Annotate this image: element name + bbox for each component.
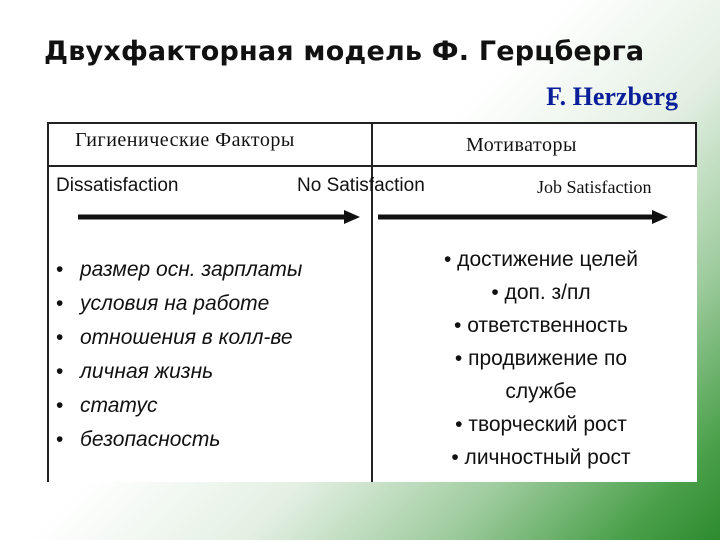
scale-dissatisfaction-label: Dissatisfaction	[56, 175, 179, 196]
list-item: • продвижение по	[454, 347, 628, 370]
list-item	[56, 253, 302, 287]
list-item: службе	[505, 380, 577, 403]
list-item	[56, 321, 302, 355]
bullet-icon: •	[56, 326, 64, 349]
bullet-icon: •	[56, 258, 64, 281]
bullet-icon: •	[56, 394, 64, 417]
list-item: • личностный рост	[451, 446, 631, 469]
left-border	[47, 122, 49, 482]
list-item: • ответственность	[454, 314, 628, 337]
list-item: • достижение целей	[444, 248, 638, 271]
list-item	[56, 389, 302, 423]
right-border	[695, 122, 697, 167]
hygiene-factor-text: условия на работе	[80, 292, 270, 315]
slide-subtitle: F. Herzberg	[546, 82, 678, 111]
list-item: • доп. з/пл	[491, 281, 591, 304]
list-item	[56, 355, 302, 389]
hygiene-factors-list	[56, 253, 302, 457]
scale-job-satisfaction-label: Job Satisfaction	[537, 177, 652, 197]
hygiene-factor-text: размер осн. зарплаты	[80, 258, 303, 281]
list-item: • творческий рост	[455, 413, 627, 436]
hygiene-factor-text: статус	[80, 394, 158, 417]
hygiene-factor-text: отношения в колл-ве	[80, 326, 293, 349]
hygiene-factor-text: безопасность	[80, 428, 221, 451]
slide-title: Двухфакторная модель Ф. Герцберга	[44, 36, 645, 67]
bullet-icon: •	[56, 360, 64, 383]
hygiene-factors-header: Гигиенические Факторы	[75, 129, 295, 151]
scale-no-satisfaction-label: No Satisfaction	[297, 175, 425, 196]
motivators-header: Мотиваторы	[466, 134, 577, 156]
bullet-icon: •	[56, 292, 64, 315]
bullet-icon: •	[56, 428, 64, 451]
list-item	[56, 423, 302, 457]
hygiene-factor-text: личная жизнь	[80, 360, 214, 383]
motivators-list	[405, 243, 677, 474]
list-item	[56, 287, 302, 321]
